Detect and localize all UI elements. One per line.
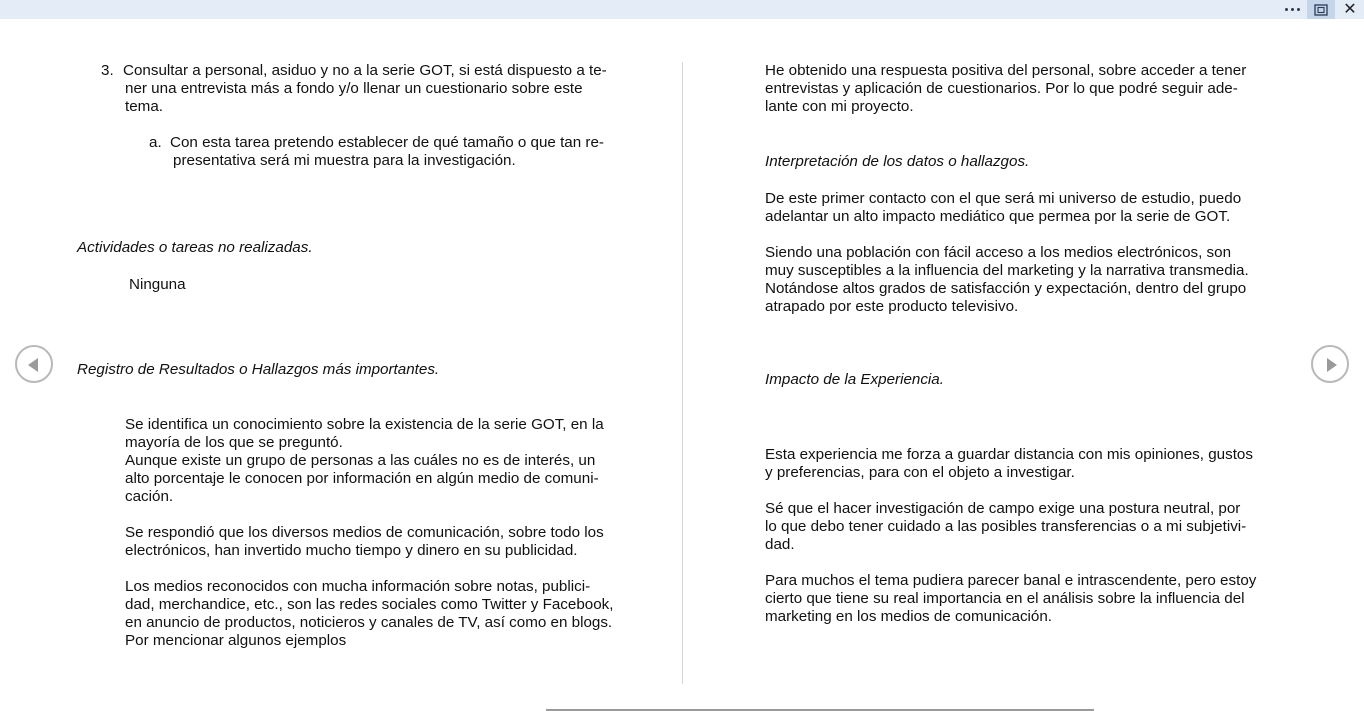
text-line: lo que debo tener cuidado a las posibles transferencias o a mi subjetivi- (765, 518, 1247, 535)
text-line: muy susceptibles a la influencia del marketing y la narrativa transmedia. (765, 262, 1249, 279)
text-line: y preferencias, para con el objeto a investigar. (765, 464, 1075, 481)
text-line: Aunque existe un grupo de personas a las cuáles no es de interés, un (125, 452, 596, 469)
text-line: cación. (125, 488, 174, 505)
text-line: presentativa será mi muestra para la investigación. (173, 152, 516, 169)
text-line: Por mencionar algunos ejemplos (125, 632, 347, 649)
text-line: marketing en los medios de comunicación. (765, 608, 1053, 625)
chevron-left-icon (28, 358, 38, 372)
list-letter: a. (149, 134, 162, 151)
text-line: mayoría de los que se preguntó. (125, 434, 343, 451)
text-line: dad, merchandice, etc., son las redes sociales como Twitter y Facebook, (125, 596, 614, 613)
text-line: ner una entrevista más a fondo y/o llenar un cuestionario sobre este (125, 80, 583, 97)
text-line: atrapado por este producto televisivo. (765, 298, 1019, 315)
section-heading: Impacto de la Experiencia. (765, 371, 944, 388)
text-line: cierto que tiene su real importancia en el análisis sobre la influencia del (765, 590, 1245, 607)
text-line: adelantar un alto impacto mediático que permea por la serie de GOT. (765, 208, 1231, 225)
text-line: Esta experiencia me forza a guardar distancia con mis opiniones, gustos (765, 446, 1253, 463)
chevron-right-icon (1327, 358, 1337, 372)
text-line: Ninguna (129, 276, 186, 293)
section-heading: Actividades o tareas no realizadas. (77, 239, 313, 256)
text-line: entrevistas y aplicación de cuestionarios. Por lo que podré seguir ade- (765, 80, 1238, 97)
list-number: 3. (101, 62, 114, 79)
text-line: Para muchos el tema pudiera parecer banal e intrascendente, pero estoy (765, 572, 1257, 589)
text-line: alto porcentaje le conocen por información en algún medio de comuni- (125, 470, 599, 487)
text-line: Los medios reconocidos con mucha información sobre notas, publici- (125, 578, 591, 595)
text-line: Se respondió que los diversos medios de comunicación, sobre todo los (125, 524, 604, 541)
text-line: De este primer contacto con el que será mi universo de estudio, puedo (765, 190, 1242, 207)
text-line: tema. (125, 98, 163, 115)
next-page-button[interactable] (1311, 345, 1349, 383)
text-line: dad. (765, 536, 795, 553)
close-icon[interactable]: ✕ (1343, 1, 1357, 18)
section-heading: Interpretación de los datos o hallazgos. (765, 153, 1030, 170)
viewer-toolbar (0, 0, 1364, 19)
text-line: Consultar a personal, asiduo y no a la serie GOT, si está dispuesto a te- (123, 62, 607, 79)
text-line: Sé que el hacer investigación de campo exige una postura neutral, por (765, 500, 1241, 517)
section-heading: Registro de Resultados o Hallazgos más importantes. (77, 361, 440, 378)
text-line: electrónicos, han invertido mucho tiempo y dinero en su publicidad. (125, 542, 578, 559)
text-line: He obtenido una respuesta positiva del personal, sobre acceder a tener (765, 62, 1247, 79)
text-line: Se identifica un conocimiento sobre la existencia de la serie GOT, en la (125, 416, 604, 433)
more-options-icon[interactable] (1279, 0, 1305, 19)
text-line: lante con mi proyecto. (765, 98, 914, 115)
page-divider (682, 62, 683, 684)
previous-page-button[interactable] (15, 345, 53, 383)
text-line: Siendo una población con fácil acceso a los medios electrónicos, son (765, 244, 1232, 261)
text-line: Con esta tarea pretendo establecer de qué tamaño o que tan re- (170, 134, 604, 151)
text-line: en anuncio de productos, noticieros y canales de TV, así como en blogs. (125, 614, 613, 631)
fit-to-page-icon[interactable] (1307, 0, 1335, 19)
text-line: Notándose altos grados de satisfacción y expectación, dentro del grupo (765, 280, 1247, 297)
